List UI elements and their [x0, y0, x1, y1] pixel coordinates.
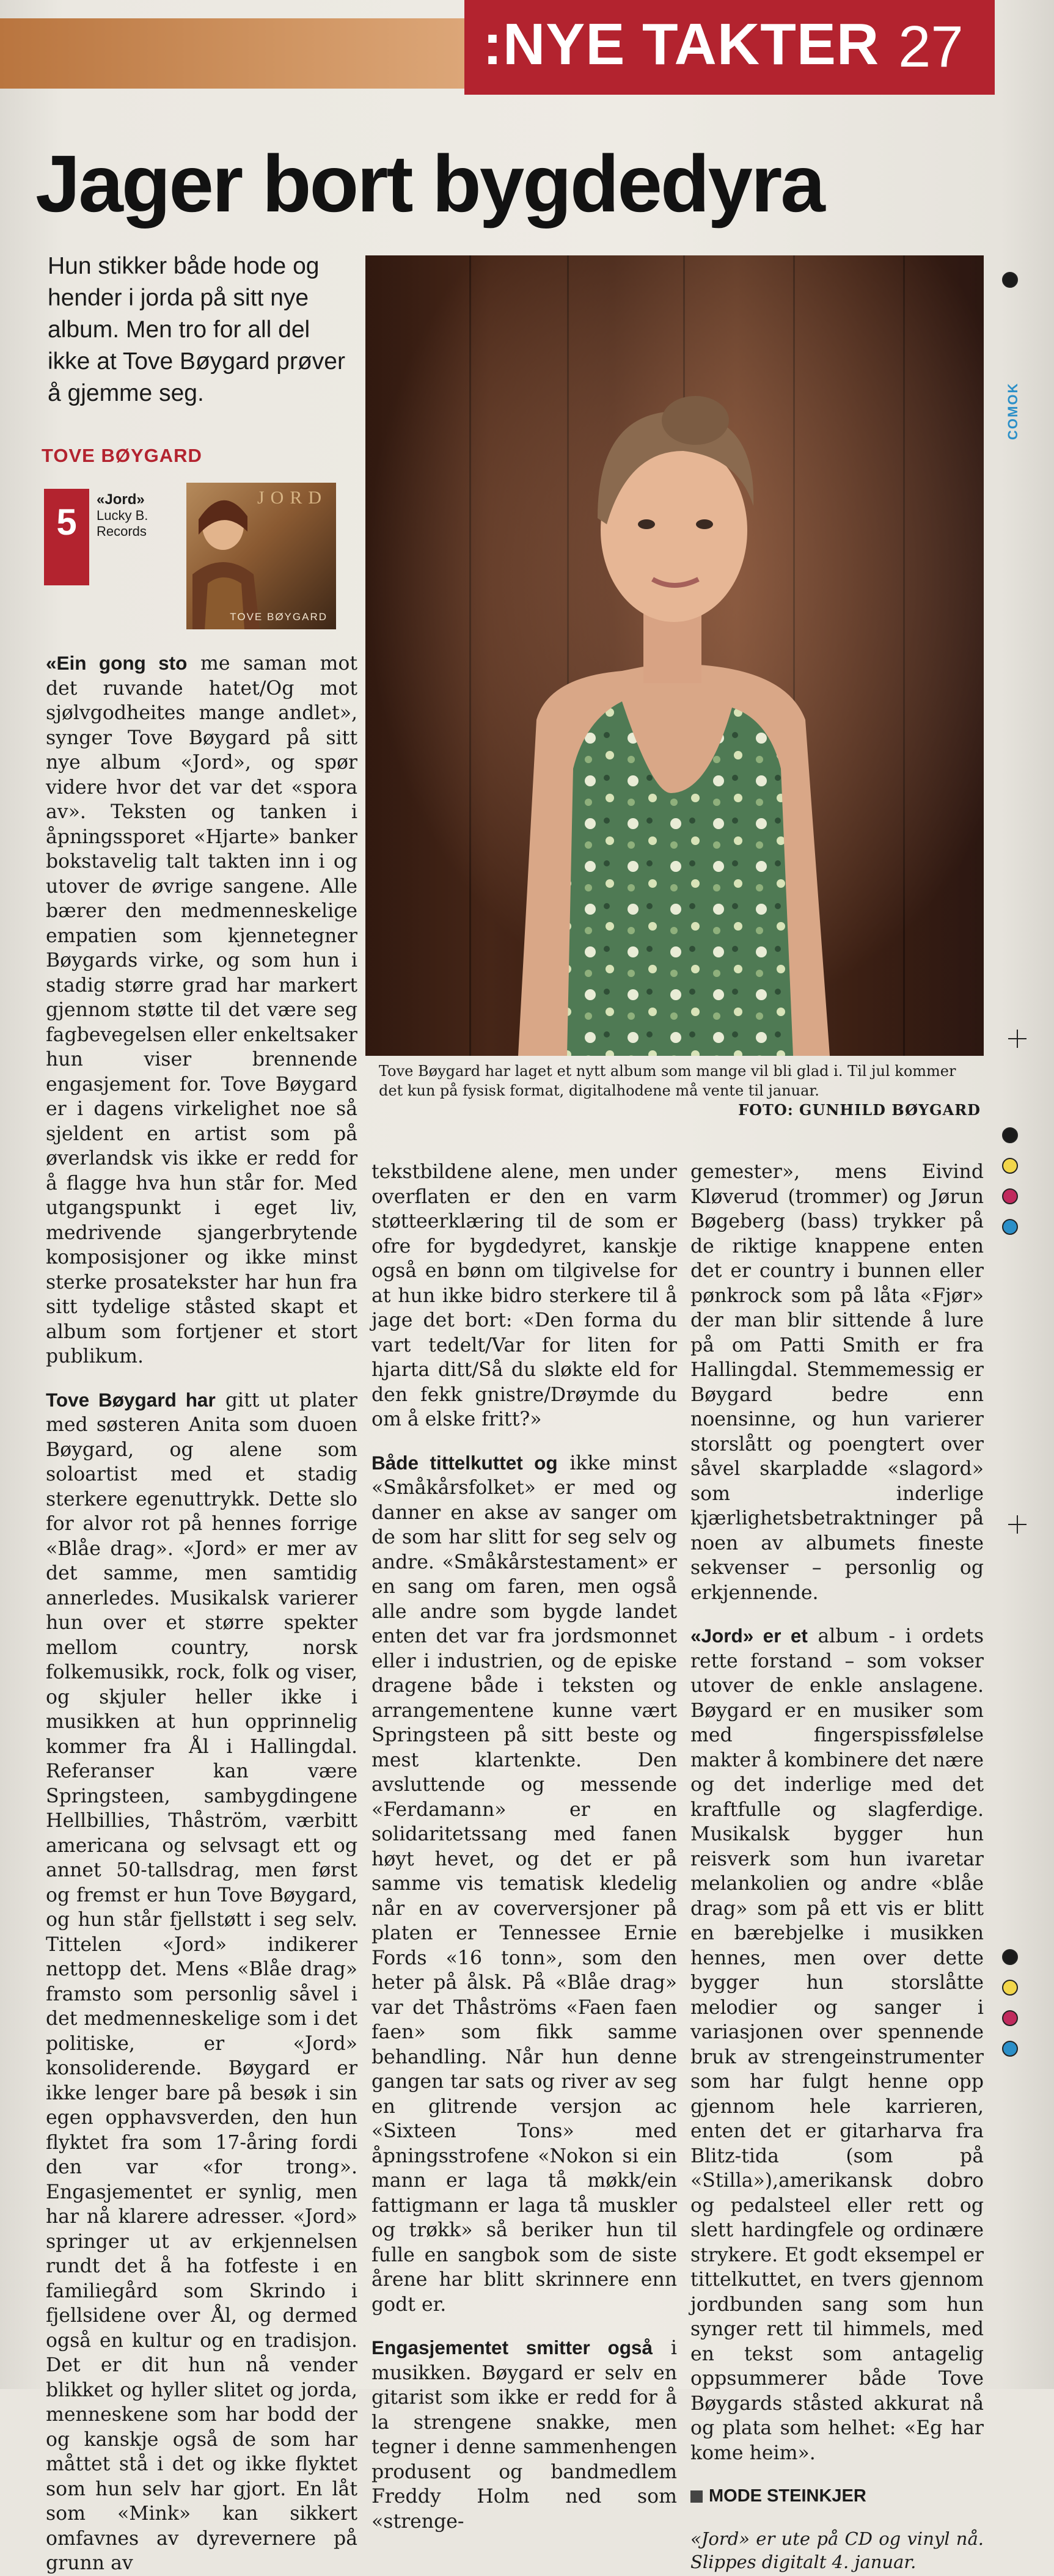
photo-caption: Tove Bøygard har laget et nytt album som mange vil bli glad i. Til jul kommer det kun på fysisk format, digitalhodene må vente til januar. — [379, 1063, 956, 1099]
paragraph-2: Tove Bøygard har gitt ut plater med søsteren Anita som duoen Bøygard, og alene som soloartist med et stadig sterkere egenuttrykk. Dette slo for alvor rot på hennes forrige «Blåe drag». «Jord» er mer av det samme, men samtidig annerledes. Musikalsk varierer hun over et større spekter mellom country, norsk folkemusikk, rock, folk og viser, og skjuler heller ikke i musikken at hun opprinnelig kommer fra Ål i Hallingdal. Referanser kan være Springsteen, sambygdingene Hellbillies, Thåström, værbitt americana og selvsagt ett og annet 50-tallsdrag, men først og fremst er hun Tove Bøygard, og hun står fjellstøtt i seg selv. Tittelen «Jord» indikerer nettopp det. Mens «Blåe drag» framsto som personlig såvel i det medmenneskelige som i det politiske, er «Jord» konsoliderende. Bøygard er ikke lenger bare på besøk i sin egen opphavsverden, den hun flyktet fra som 17-åring fordi den var «for trong». Engasjementet er synlig, men har nå klarere adresser. «Jord» springer ut av erkjennelsen rundt det å ha fotfeste i en familiegård som Skrindo i fjellsidene over Ål, og dermed også en kultur og en tradisjon. Det er dit hun nå vender blikket og hyller slitet og jorda, menneskene som har bodd der og kanskje også de som har måttet stå i det og ikke flyktet som hun selv har gjort. En låt som «Mink» kan sikkert omfavnes av dyrevernere på grunn av — [46, 1388, 357, 2574]
registration-black-icon — [1002, 1127, 1018, 1143]
photo-credit: FOTO: GUNHILD BØYGARD — [738, 1101, 981, 1119]
article-column-3 — [690, 1160, 984, 2574]
crop-cross-icon — [1008, 1030, 1027, 1048]
paragraph-5: Engasjementet smitter også i musikken. Bøygard er selv en gitarist som ikke er redd for å la strengene snakke, men tegner i denne sammenhengen produsent og bandmedlem Freddy Holm ned som «strenge- — [371, 2336, 677, 2533]
registration-magenta-icon — [1002, 2010, 1018, 2026]
crop-cross-icon — [1008, 1515, 1027, 1534]
section-title: :NYE TAKTER — [483, 12, 880, 77]
headline: Jager bort bygdedyra — [35, 139, 824, 229]
article-column-2 — [371, 1160, 677, 2534]
paragraph-2-lead: Tove Bøygard har — [46, 1388, 216, 1411]
cmyk-label: COMOK — [1005, 382, 1020, 440]
byline: MODE STEINKJER — [690, 2484, 984, 2509]
paragraph-1: «Ein gong sto me saman mot det ruvande hatet/Og mot sjølvgodheites mange andlet», synger Tove Bøygard på sitt nye album «Jord», og spør videre hvor det var det «spora av». Teksten og tanken i åpningssporet «Hjarte» banker bokstavelig talt takten inn i og utover de øvrige sangene. Alle bærer den medmenneskelige empatien som kjennetegner Bøygards virke, og som hun i stadig større grad har markert gjennom støtte til det være seg fagbevegelsen eller enkeltsaker hun viser brennende engasjement for. Tove Bøygard er i dagens virkelighet noe så sjeldent en artist som på øverlandsk vis ikke er redd for å flagge hva hun står for. Med utgangspunkt i eget liv, medrivende sjangerbrytende komposisjoner og ikke minst sterke prosatekster har hun fra sitt tydelige ståsted skapt et album som fortjener et stort publikum. — [46, 652, 357, 1367]
paragraph-3: tekstbildene alene, men under overflaten er den en varm støtteerklæring til de som er ofre for bygdedyret, kanskje også en bønn om tilgivelse for at hun ikke bidro sterkere til å jage det bort: «Den forma du vart tedelt/Var for liten for hjarta ditt/Så du sløkte eld for den fekk gnistre/Drøymde du om å elske fritt?» — [371, 1161, 677, 1430]
cover-artist: TOVE BØYGARD — [230, 611, 328, 623]
registration-cyan-icon — [1002, 1219, 1018, 1235]
registration-magenta-icon — [1002, 1188, 1018, 1204]
registration-yellow-icon — [1002, 1158, 1018, 1174]
artist-photo — [365, 255, 984, 1056]
album-title: «Jord» — [97, 491, 145, 508]
release-note: «Jord» er ute på CD og vinyl nå. Slippes digitalt 4. januar. — [690, 2528, 984, 2572]
square-bullet-icon — [690, 2490, 703, 2503]
portrait-illustration — [365, 255, 984, 1056]
header-band-left — [0, 18, 464, 89]
registration-yellow-icon — [1002, 1980, 1018, 1996]
review-score: 5 — [44, 489, 89, 585]
paragraph-6: gemester», mens Eivind Kløverud (trommer) og Jørun Bøgeberg (bass) trykker på de riktige knappene enten det er country i bunnen eller pønkrock som på låta «Fjør» der man blir sittende å lure på om Patti Smith er fra Hallingdal. Stemmemessig er Bøygard bedre enn noensinne, og hun varierer storslått og poengtert over såvel skarpladde «slagord» som inderlige kjærlighetsbetraktninger på noen av albumets fineste sekvenser – personlig og erkjennende. — [690, 1161, 984, 1604]
registration-black-icon — [1002, 1949, 1018, 1965]
paragraph-4: Både tittelkuttet og ikke minst «Småkårsfolket» er med og danner en akse av sanger om de som har slitt for seg selv og andre. «Småkårstestament» er en sang om faren, men også alle andre som bygde landet enten det var fra jordsmonnet eller i industrien, og de episke dragene både i teksten og arrangementene kunne vært Springsteen på sitt beste og mest klartenkte. Den avsluttende og messende «Ferdamann» er en solidaritetssang med fanen høyt hevet, og det er på samme vis tematisk kledelig når en av coverversjoner på platen er Tennessee Ernie Fords «16 tonn», som den heter på ålsk. På «Blåe drag» var det Thåströms «Faen faen faen» som fikk samme behandling. Når hun denne gangen tar sats og river av seg en glitrende versjon ac «Sixteen Tons» med åpningsstrofene «Nokon si ein mann er laga tå møkk/ein fattigmann er laga tå muskler og trøkk» så beriker hun til fulle en sangbok som de siste årene har blitt skrinnere enn godt er. — [371, 1451, 677, 2316]
paragraph-7: «Jord» er et album - i ordets rette forstand – som vokser utover de enkle anslagene. Bøygard er en musiker som med fingerspissfølelse makter å kombinere det nære og det inderlige med det kraftfulle og slagferdige. Musikalsk bygger hun reisverk som hun ivaretar melankolien og andre «blåe drag» som på ett vis er blitt en bærebjelke i musikken hennes, men over dette bygger hun storslåtte melodier og sanger i variasjonen over spennende bruk av strengeinstrumenter som har fulgt henne opp gjennom hele karrieren, enten det er gitarharva fra Blitz-tida (som på «Stilla»),amerikansk dobro og pedalsteel eller rett og slett hardingfele og ordinære strykere. Et godt eksempel er tittelkuttet, en tvers gjennom jordbunden sang som hun synger rett til himmels, med en tekst som antagelig oppsummerer både Tove Bøygards ståsted akkurat nå og plata som helhet: «Eg har kome heim». — [690, 1625, 984, 2464]
cover-title: JORD — [257, 488, 328, 508]
label-line-1: Lucky B. — [97, 508, 148, 523]
page-number: 27 — [898, 14, 964, 79]
label-line-2: Records — [97, 524, 147, 539]
album-cover-image — [186, 483, 336, 629]
paragraph-4-lead: Både tittelkuttet og — [371, 1451, 558, 1474]
registration-cyan-icon — [1002, 2041, 1018, 2057]
article-column-1 — [46, 651, 357, 2576]
lead-text: Hun stikker både hode og hender i jorda på sitt nye album. Men tro for all del ikke at Tove Bøygard prøver å gjemme seg. — [48, 253, 345, 406]
paragraph-1-lead: «Ein gong sto — [46, 652, 188, 674]
review-artist: TOVE BØYGARD — [42, 445, 202, 466]
album-info — [97, 492, 182, 540]
paragraph-7-lead: «Jord» er et — [690, 1625, 808, 1647]
paragraph-5-lead: Engasjementet smitter også — [371, 2336, 653, 2358]
registration-black-icon — [1002, 272, 1018, 288]
